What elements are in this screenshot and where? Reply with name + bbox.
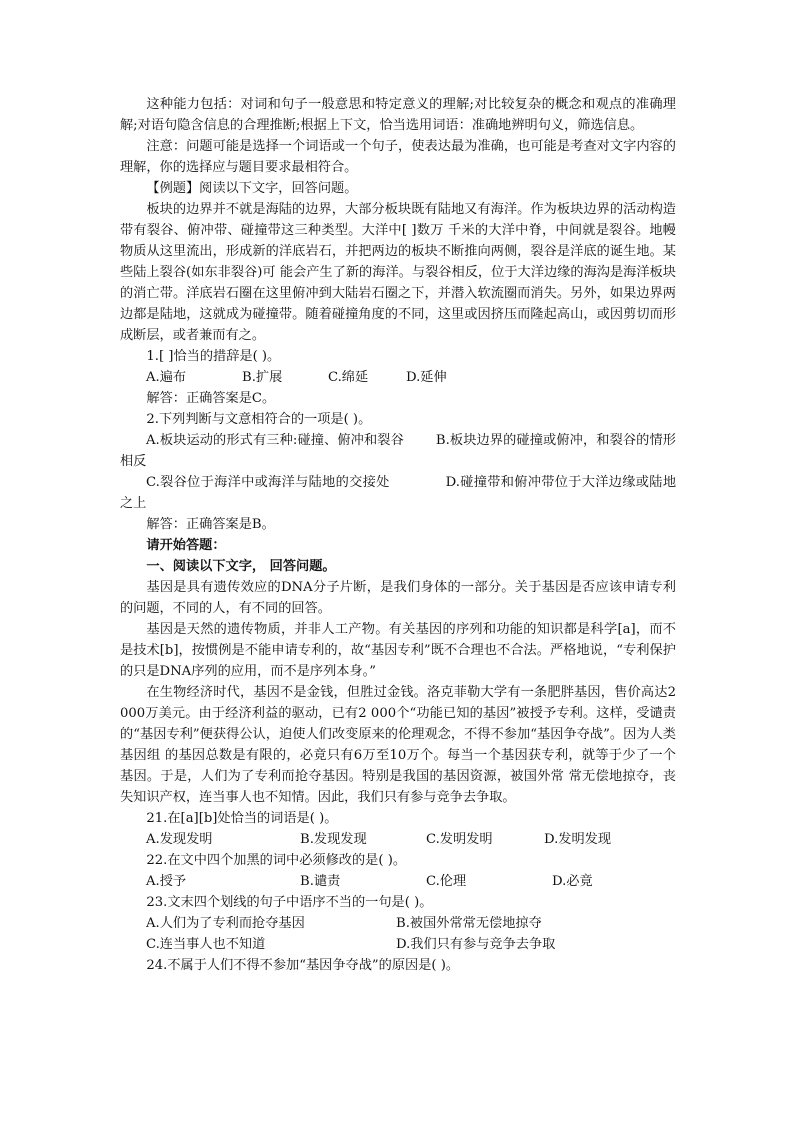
question-23-options-cd — [146, 934, 676, 955]
option-d: D.碰撞带和俯冲带位于大洋边缘或陆地之上 — [120, 475, 677, 511]
question-24: 24.不属于人们不得不参加“基因争夺战”的原因是( )。 — [146, 958, 460, 973]
passage-paragraph-1: 基因是具有遗传效应的DNA分子片断，是我们身体的一部分。关于基因是否应该申请专利的问题，不同的人，有不同的回答。 — [120, 580, 676, 616]
option-d: D.发明发现 — [544, 832, 612, 847]
option-c: C.发明发明 — [426, 832, 493, 847]
option-b: B.被国外常常无偿地掠夺 — [396, 916, 542, 931]
intro-paragraph-1: 这种能力包括：对词和句子一般意思和特定意义的理解;对比较复杂的概念和观点的准确理解;对语句隐含信息的合理推断;根据上下文，恰当选用词语：准确地辨明句义，筛选信息。 — [120, 97, 676, 133]
example-question-1: 1.[ ]恰当的措辞是( )。 — [146, 349, 281, 364]
option-a: A.板块运动的形式有三种:碰撞、俯冲和裂谷 — [146, 433, 404, 448]
option-b: B.发现发现 — [300, 832, 367, 847]
example-answer-1: 解答：正确答案是C。 — [146, 391, 276, 406]
option-a: A.人们为了专利而抢夺基因 — [146, 916, 305, 931]
question-23: 23.文末四个划线的句子中语序不当的一句是( )。 — [146, 895, 433, 910]
option-a: A.遍布 — [146, 370, 187, 385]
question-21: 21.在[a][b]处恰当的词语是( )。 — [146, 811, 338, 826]
example-heading: 【例题】阅读以下文字，回答问题。 — [146, 181, 358, 196]
option-d: D.我们只有参与竞争去争取 — [396, 937, 556, 952]
option-d: D.必竟 — [552, 874, 593, 889]
example-answer-2: 解答：正确答案是B。 — [146, 517, 275, 532]
document-body — [120, 94, 676, 976]
passage-paragraph-3: 在生物经济时代，基因不是金钱，但胜过金钱。洛克菲勒大学有一条肥胖基因，售价高达2 000万美元。由于经济利益的驱动，已有2 000个“功能已知的基因”被授予专利。这样，受谴责的“基因专利”便获得公认，迫使人们改变原来的伦理观念，不得不参加“基因争夺战”。因为人类基因组 的基因总数是有限的，必竟只有6万至10万个。每当一个基因获专利，就等于少了一个基因。于是，人们为了专利而抢夺基因。特别是我国的基因资源，被国外常 常无偿地掠夺，丧失知识产权，连当事人也不知情。因此，我们只有参与竞争去争取。 — [120, 685, 676, 805]
section-heading: 一、阅读以下文字， 回答问题。 — [146, 559, 336, 574]
option-c: C.绵延 — [328, 370, 369, 385]
question-23-options-ab — [146, 913, 676, 934]
example-question-2: 2.下列判断与文意相符合的一项是( )。 — [146, 412, 372, 427]
option-c: C.裂谷位于海洋中或海洋与陆地的交接处 — [146, 475, 390, 490]
question-22: 22.在文中四个加黑的词中必须修改的是( )。 — [146, 853, 407, 868]
example-passage: 板块的边界并不就是海陆的边界，大部分板块既有陆地又有海洋。作为板块边界的活动构造带有裂谷、俯冲带、碰撞带这三种类型。大洋中[ ]数万 千米的大洋中脊，中间就是裂谷。地幔物质从这里流出，形成新的洋底岩石，并把两边的板块不断推向两侧，裂谷是洋底的诞生地。某些陆上裂谷(如东非裂谷)可 能会产生了新的海洋。与裂谷相反，位于大洋边缘的海沟是海洋板块的消亡带。洋底岩石圈在这里俯冲到大陆岩石圈之下，并潜入软流圈而消失。另外，如果边界两 边都是陆地，这就成为碰撞带。随着碰撞角度的不同，这里或因挤压而隆起高山，或因剪切而形成断层，或者兼而有之。 — [120, 202, 676, 343]
option-d: D.延伸 — [406, 370, 447, 385]
example-q2-options-cd — [120, 472, 676, 514]
option-a: A.发现发明 — [146, 832, 213, 847]
passage-paragraph-2: 基因是天然的遗传物质，并非人工产物。有关基因的序列和功能的知识都是科学[a]，而不是技术[b]，按惯例是不能申请专利的，故“基因专利”既不合理也不合法。严格地说，“专利保护的只是DNA序列的应用，而不是序列本身。” — [120, 622, 676, 679]
option-b: B.扩展 — [242, 370, 283, 385]
question-22-options — [146, 871, 676, 892]
intro-paragraph-2: 注意：问题可能是选择一个词语或一个句子，使表达最为准确，也可能是考查对文字内容的理解，你的选择应与题目要求最相符合。 — [120, 139, 676, 175]
option-c: C.伦理 — [426, 874, 467, 889]
example-q2-options-ab — [120, 430, 676, 472]
option-c: C.连当事人也不知道 — [146, 937, 266, 952]
start-label: 请开始答题： — [146, 538, 226, 553]
question-21-options — [146, 829, 676, 850]
option-b: B.板块边界的碰撞或俯冲，和裂谷的情形相反 — [120, 433, 676, 469]
option-b: B.谴责 — [300, 874, 341, 889]
option-a: A.授予 — [146, 874, 187, 889]
example-q1-options — [146, 367, 676, 388]
